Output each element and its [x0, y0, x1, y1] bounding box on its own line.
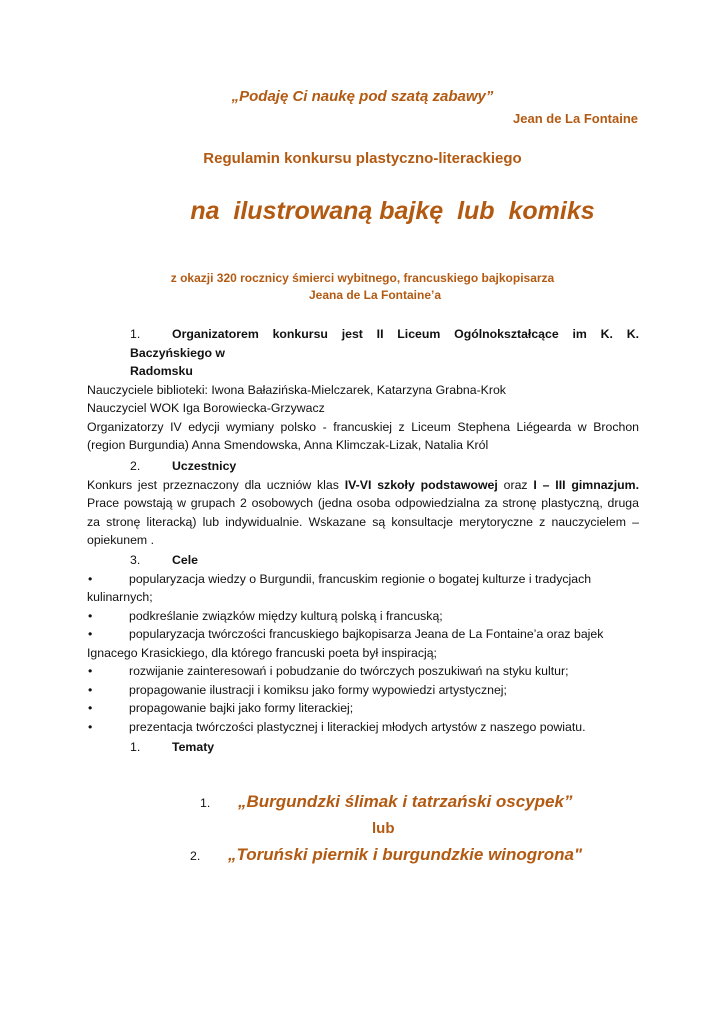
goal-item: • prezentacja twórczości plastycznej i literackiej młodych artystów z naszego powiatu.: [87, 718, 639, 737]
section-organizer: [87, 325, 639, 455]
bullet-icon: •: [88, 719, 93, 734]
participants-text: Konkurs jest przeznaczony dla uczniów klas IV-VI szkoły podstawowej oraz I – III gimnazjum. Prace powstają w grupach 2 osobowych (jedna osoba odpowiedzialna za stronę plastyczną, druga za stronę literacką) lub indywidualnie. Wskazane są konsultacje merytoryczne z nauczycielem – opiekunem .: [87, 477, 639, 547]
occasion-line-1: z okazji 320 rocznicy śmierci wybitnego, francuskiego bajkopisarza: [170, 271, 555, 285]
goal-item: • propagowanie bajki jako formy literackiej;: [87, 699, 639, 718]
section-1-heading-cont: Radomsku: [130, 364, 193, 378]
topic-1: 1. „Burgundzki ślimak i tatrzański oscypek”: [200, 792, 573, 811]
section-2-number: 2.: [130, 459, 141, 473]
goal-item: • popularyzacja wiedzy o Burgundii, francuskim regionie o bogatej kulturze i tradycjach kulinarnych;: [87, 571, 592, 604]
goal-item: • rozwijanie zainteresowań i pobudzanie do twórczych poszukiwań na styku kultur;: [87, 662, 639, 681]
bullet-icon: •: [88, 682, 93, 697]
section-3-number: 3.: [130, 553, 141, 567]
document-subtitle: Regulamin konkursu plastyczno-literackiego: [203, 150, 522, 167]
motto: „Podaję Ci naukę pod szatą zabawy”: [231, 88, 494, 105]
topic-connector: lub: [372, 820, 395, 837]
wok-teacher-line: Nauczyciel WOK Iga Borowiecka-Grzywacz: [87, 401, 325, 415]
goal-item: • propagowanie ilustracji i komiksu jako formy wypowiedzi artystycznej;: [87, 681, 639, 700]
motto-author: Jean de La Fontaine: [513, 111, 638, 126]
bullet-icon: •: [88, 608, 93, 623]
section-1-heading: 1. Organizatorem konkursu jest II Liceum Ogólnokształcące im K. K. Baczyńskiego w: [130, 327, 639, 360]
goals-list: [87, 570, 639, 737]
topic-1-number: 1.: [200, 796, 211, 810]
topic-2-number: 2.: [190, 849, 201, 863]
bullet-icon: •: [88, 571, 93, 586]
section-2-heading: 2. Uczestnicy: [87, 457, 639, 476]
librarians-line: Nauczyciele biblioteki: Iwona Bałazińska-Mielczarek, Katarzyna Grabna-Krok: [87, 382, 506, 397]
section-4-heading: 1. Tematy: [87, 738, 639, 757]
occasion: [0, 270, 725, 304]
section-4-number: 1.: [130, 740, 141, 754]
section-goals: [87, 551, 639, 736]
bullet-icon: •: [88, 627, 93, 641]
goal-item: • popularyzacja twórczości francuskiego bajkopisarza Jeana de La Fontaine’a oraz bajek Ignacego Krasickiego, dla którego francuski poeta był inspiracją;: [87, 627, 604, 660]
bullet-icon: •: [88, 664, 93, 678]
section-topics: [87, 738, 639, 757]
exchange-organizers-line: Organizatorzy IV edycji wymiany polsko - francuskiej z Liceum Stephena Liégearda w Brochon (region Burgundia) Anna Smendowska, Anna Klimczak-Lizak, Natalia Król: [87, 419, 639, 452]
bullet-icon: •: [88, 701, 93, 715]
occasion-line-2: Jeana de La Fontaine’a: [308, 288, 442, 302]
section-participants: [87, 457, 639, 550]
section-3-heading: 3. Cele: [87, 551, 639, 570]
topic-2: 2. „Toruński piernik i burgundzkie winogrona": [190, 845, 583, 864]
document-title: na ilustrowaną bajkę lub komiks: [190, 197, 595, 225]
section-1-number: 1.: [130, 327, 141, 341]
goal-item: • podkreślanie związków między kulturą polską i francuską;: [87, 607, 639, 626]
